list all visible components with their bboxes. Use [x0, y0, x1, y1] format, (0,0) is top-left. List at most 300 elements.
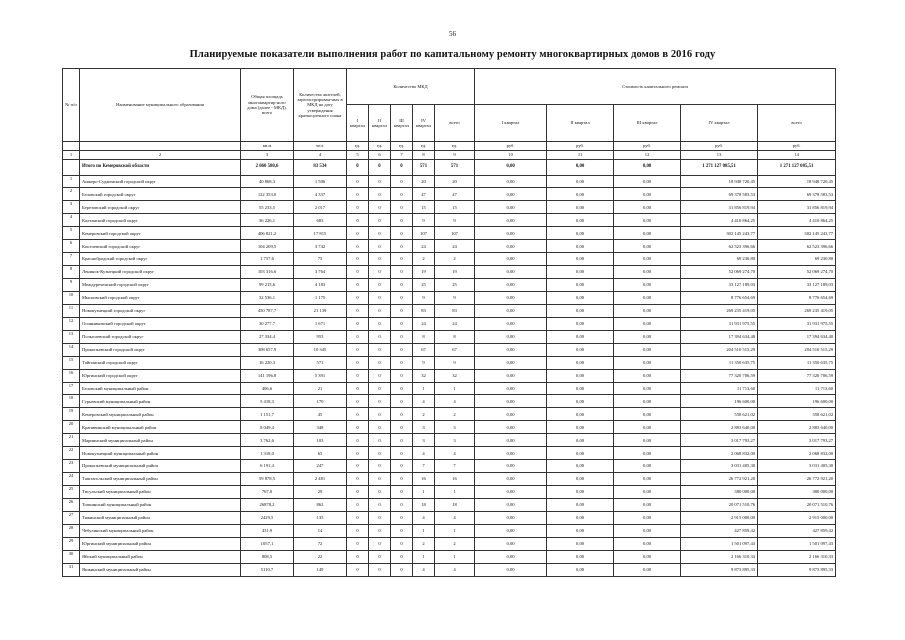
header-no: № п/п	[63, 69, 80, 142]
cost-q2-cell: 0,00	[547, 343, 614, 356]
mkd-q1-cell: 0	[347, 330, 369, 343]
cost-q2-cell: 0,00	[547, 421, 614, 434]
row-number: 26	[63, 498, 80, 511]
mkd-q3-cell: 0	[391, 304, 413, 317]
mkd-q4-cell: 4	[413, 563, 435, 576]
col-number: 2	[80, 151, 241, 160]
cost-q1-cell: 0,00	[475, 253, 547, 266]
mkd-q3-cell: 0	[391, 227, 413, 240]
mkd-total-cell: 4	[435, 511, 475, 524]
mkd-q1-cell: 0	[347, 550, 369, 563]
cost-total-cell: 20 071 510,76	[758, 498, 836, 511]
unit-cell: ед.	[413, 142, 435, 151]
area-cell: 122 353,0	[241, 188, 294, 201]
cost-q1-cell: 0,00	[475, 550, 547, 563]
cost-q1-cell: 0,00	[475, 486, 547, 499]
cost-q1-cell: 0,00	[475, 356, 547, 369]
row-number: 29	[63, 537, 80, 550]
residents-cell: 1 506	[294, 175, 347, 188]
mkd-total-cell: 32	[435, 369, 475, 382]
cost-q4-cell: 380 000,00	[681, 486, 758, 499]
cost-q4-cell: 9 873 895,33	[681, 563, 758, 576]
municipality-name: Новокузнецкий муниципальный район	[80, 447, 241, 460]
cost-q1-cell: 0,00	[475, 279, 547, 292]
residents-cell: 21 139	[294, 304, 347, 317]
residents-cell: 2 481	[294, 473, 347, 486]
municipality-name: Мариинский муниципальный район	[80, 434, 241, 447]
table-row	[63, 382, 836, 395]
mkd-q3-cell: 0	[391, 486, 413, 499]
cost-q3-cell: 0,00	[614, 447, 681, 460]
cost-q3-cell: 0,00	[614, 240, 681, 253]
municipality-name: Кемеровский муниципальный район	[80, 408, 241, 421]
unit-cell: руб.	[475, 142, 547, 151]
header-q3: III квартал	[391, 105, 413, 142]
mkd-q3-cell: 0	[391, 447, 413, 460]
col-number: 3	[241, 151, 294, 160]
mkd-q3-cell: 0	[391, 188, 413, 201]
col-number: 13	[681, 151, 758, 160]
cost-q4-cell: 17 394 634,40	[681, 330, 758, 343]
cost-q1-cell: 0,00	[475, 291, 547, 304]
mkd-q2-cell: 0	[369, 447, 391, 460]
area-cell: 99 215,6	[241, 279, 294, 292]
row-number: 18	[63, 395, 80, 408]
mkd-total-cell: 67	[435, 343, 475, 356]
cost-q1-cell: 0,00	[475, 460, 547, 473]
column-numbers-row	[63, 151, 836, 160]
mkd-q3-cell: 0	[391, 253, 413, 266]
mkd-total-cell: 2	[435, 408, 475, 421]
residents-cell: 103	[294, 434, 347, 447]
cost-q1-cell: 0,00	[475, 408, 547, 421]
mkd-q3-cell: 0	[391, 201, 413, 214]
cost-q3-cell: 0,00	[614, 460, 681, 473]
header-mkd-group: Количество МКД	[347, 69, 475, 105]
mkd-q4-cell: 20	[413, 175, 435, 188]
area-cell: 36 226,1	[241, 214, 294, 227]
mkd-total-cell: 25	[435, 279, 475, 292]
mkd-q1-cell: 0	[347, 188, 369, 201]
cost-q4-cell: 62 523 396,66	[681, 240, 758, 253]
cost-q3-cell: 0,00	[614, 188, 681, 201]
cost-q2-cell: 0,00	[547, 395, 614, 408]
mkd-q1-cell: 0	[347, 498, 369, 511]
cost-q3-cell: 0,00	[614, 421, 681, 434]
mkd-q2-cell: 0	[369, 279, 391, 292]
cost-q4-cell: 77 320 706,59	[681, 369, 758, 382]
table-row	[63, 175, 836, 188]
header-cost-q1: I квартал	[475, 105, 547, 142]
table-row	[63, 563, 836, 576]
municipality-name: Тайгинский городской округ	[80, 356, 241, 369]
area-cell: 431,9	[241, 524, 294, 537]
mkd-q2-cell: 0	[369, 550, 391, 563]
cost-q1-cell: 0,00	[475, 304, 547, 317]
unit-cell: кв.м	[241, 142, 294, 151]
unit-cell: руб.	[614, 142, 681, 151]
cost-q3-cell: 0,00	[614, 524, 681, 537]
mkd-q4-cell: 24	[413, 240, 435, 253]
mkd-total-cell: 2	[435, 253, 475, 266]
row-number: 13	[63, 330, 80, 343]
mkd-q2-cell: 0	[369, 330, 391, 343]
municipality-name: Беловский городской округ	[80, 188, 241, 201]
header-q1: I квартал	[347, 105, 369, 142]
cost-q3-cell: 0,00	[614, 550, 681, 563]
unit-cell: ед.	[369, 142, 391, 151]
total-q1: 0	[347, 160, 369, 176]
residents-cell: 953	[294, 330, 347, 343]
area-cell: 40 868,3	[241, 175, 294, 188]
cost-q4-cell: 18 948 720,45	[681, 175, 758, 188]
cost-q2-cell: 0,00	[547, 408, 614, 421]
mkd-q1-cell: 0	[347, 486, 369, 499]
residents-cell: 75	[294, 253, 347, 266]
units-row	[63, 142, 836, 151]
page-title: Планируемые показатели выполнения работ по капитальному ремонту многоквартирных домов в 2016 году	[189, 49, 716, 60]
cost-total-cell: 11 713,60	[758, 382, 836, 395]
col-number: 7	[391, 151, 413, 160]
mkd-q3-cell: 0	[391, 473, 413, 486]
mkd-q1-cell: 0	[347, 227, 369, 240]
cost-q1-cell: 0,00	[475, 395, 547, 408]
municipality-name: Калтанский городской округ	[80, 214, 241, 227]
mkd-q3-cell: 0	[391, 240, 413, 253]
mkd-q2-cell: 0	[369, 304, 391, 317]
cost-q2-cell: 0,00	[547, 550, 614, 563]
table-row	[63, 253, 836, 266]
residents-cell: 29	[294, 486, 347, 499]
col-number: 11	[547, 151, 614, 160]
cost-q3-cell: 0,00	[614, 473, 681, 486]
mkd-q2-cell: 0	[369, 369, 391, 382]
cost-q1-cell: 0,00	[475, 330, 547, 343]
table-row	[63, 421, 836, 434]
municipality-name: Мысковский городской округ	[80, 291, 241, 304]
cost-q4-cell: 196 600,00	[681, 395, 758, 408]
cost-q4-cell: 2 883 640,00	[681, 421, 758, 434]
cost-q4-cell: 8 776 654,69	[681, 291, 758, 304]
mkd-q3-cell: 0	[391, 291, 413, 304]
mkd-q2-cell: 0	[369, 434, 391, 447]
municipality-name: Междуреченский городской округ	[80, 279, 241, 292]
mkd-q3-cell: 0	[391, 408, 413, 421]
cost-q2-cell: 0,00	[547, 240, 614, 253]
cost-q4-cell: 3 017 793,27	[681, 434, 758, 447]
cost-q2-cell: 0,00	[547, 227, 614, 240]
cost-q1-cell: 0,00	[475, 343, 547, 356]
mkd-total-cell: 24	[435, 240, 475, 253]
cost-total-cell: 17 394 634,40	[758, 330, 836, 343]
row-number: 28	[63, 524, 80, 537]
table-row	[63, 369, 836, 382]
mkd-q4-cell: 9	[413, 214, 435, 227]
row-number: 5	[63, 227, 80, 240]
area-cell: 308 657,9	[241, 343, 294, 356]
cost-total-cell: 9 873 895,33	[758, 563, 836, 576]
mkd-q4-cell: 15	[413, 201, 435, 214]
table-row	[63, 524, 836, 537]
cost-total-cell: 69 378 583,53	[758, 188, 836, 201]
cost-q4-cell: 31 931 975,55	[681, 317, 758, 330]
area-cell: 1 318,0	[241, 447, 294, 460]
mkd-q2-cell: 0	[369, 356, 391, 369]
cost-q4-cell: 4 410 864,25	[681, 214, 758, 227]
residents-cell: 1 671	[294, 317, 347, 330]
area-cell: 406 821,2	[241, 227, 294, 240]
residents-cell: 348	[294, 421, 347, 434]
cost-q1-cell: 0,00	[475, 382, 547, 395]
mkd-q3-cell: 0	[391, 563, 413, 576]
mkd-q3-cell: 0	[391, 434, 413, 447]
cost-q4-cell: 3 031 405,30	[681, 460, 758, 473]
municipality-name: Крапивинский муниципальный район	[80, 421, 241, 434]
residents-cell: 17 815	[294, 227, 347, 240]
table-row	[63, 279, 836, 292]
mkd-q4-cell: 25	[413, 279, 435, 292]
table-row	[63, 486, 836, 499]
mkd-q3-cell: 0	[391, 524, 413, 537]
cost-q3-cell: 0,00	[614, 356, 681, 369]
mkd-q2-cell: 0	[369, 486, 391, 499]
area-cell: 3 762,6	[241, 434, 294, 447]
mkd-q2-cell: 0	[369, 240, 391, 253]
mkd-q4-cell: 2	[413, 408, 435, 421]
cost-q1-cell: 0,00	[475, 511, 547, 524]
cost-q2-cell: 0,00	[547, 524, 614, 537]
cost-q2-cell: 0,00	[547, 214, 614, 227]
mkd-total-cell: 3	[435, 421, 475, 434]
municipality-name: Тяжинский муниципальный район	[80, 511, 241, 524]
cost-q2-cell: 0,00	[547, 291, 614, 304]
area-cell: 8 049,4	[241, 421, 294, 434]
mkd-q2-cell: 0	[369, 511, 391, 524]
cost-q3-cell: 0,00	[614, 266, 681, 279]
cost-q4-cell: 1 501 097,43	[681, 537, 758, 550]
unit-cell: ед.	[435, 142, 475, 151]
mkd-total-cell: 18	[435, 498, 475, 511]
cost-total-cell: 1 501 097,43	[758, 537, 836, 550]
mkd-q4-cell: 67	[413, 343, 435, 356]
residents-cell: 5 391	[294, 369, 347, 382]
row-number: 12	[63, 317, 80, 330]
cost-q3-cell: 0,00	[614, 214, 681, 227]
cost-q2-cell: 0,00	[547, 537, 614, 550]
mkd-total-cell: 9	[435, 356, 475, 369]
table-row	[63, 447, 836, 460]
cost-q1-cell: 0,00	[475, 188, 547, 201]
header-cost-total: всего	[758, 105, 836, 142]
header-area: Общая площадь многоквартир-ного дома (далее - МКД), всего	[241, 69, 294, 142]
mkd-q2-cell: 0	[369, 253, 391, 266]
cost-q4-cell: 33 127 189,03	[681, 279, 758, 292]
row-number: 14	[63, 343, 80, 356]
mkd-q1-cell: 0	[347, 434, 369, 447]
table-row	[63, 214, 836, 227]
mkd-total-cell: 8	[435, 330, 475, 343]
col-number: 10	[475, 151, 547, 160]
area-cell: 26878,2	[241, 498, 294, 511]
area-cell: 6 191,4	[241, 460, 294, 473]
cost-q3-cell: 0,00	[614, 291, 681, 304]
mkd-q2-cell: 0	[369, 291, 391, 304]
municipality-name: Новокузнецкий городской округ	[80, 304, 241, 317]
cost-q3-cell: 0,00	[614, 201, 681, 214]
mkd-q4-cell: 3	[413, 434, 435, 447]
mkd-q1-cell: 0	[347, 537, 369, 550]
cost-q4-cell: 2 166 310,33	[681, 550, 758, 563]
cost-q3-cell: 0,00	[614, 227, 681, 240]
municipality-name: Анжеро-Судженский городской округ	[80, 175, 241, 188]
table-row	[63, 227, 836, 240]
cost-q3-cell: 0,00	[614, 511, 681, 524]
residents-cell: 3 742	[294, 240, 347, 253]
cost-q3-cell: 0,00	[614, 537, 681, 550]
cost-q4-cell: 26 772 921,20	[681, 473, 758, 486]
cost-total-cell: 558 621,02	[758, 408, 836, 421]
residents-cell: 14	[294, 524, 347, 537]
cost-q1-cell: 0,00	[475, 175, 547, 188]
area-cell: 2429,5	[241, 511, 294, 524]
row-number: 15	[63, 356, 80, 369]
mkd-q4-cell: 24	[413, 317, 435, 330]
row-number: 30	[63, 550, 80, 563]
mkd-total-cell: 16	[435, 473, 475, 486]
mkd-q3-cell: 0	[391, 460, 413, 473]
mkd-total-cell: 15	[435, 201, 475, 214]
col-number: 8	[413, 151, 435, 160]
total-area: 2 060 580,6	[241, 160, 294, 176]
cost-q4-cell: 69 230,80	[681, 253, 758, 266]
cost-total-cell: 380 000,00	[758, 486, 836, 499]
col-number: 1	[63, 151, 80, 160]
residents-cell: 149	[294, 563, 347, 576]
cost-total-cell: 204 510 515,29	[758, 343, 836, 356]
row-number: 11	[63, 304, 80, 317]
mkd-total-cell: 4	[435, 447, 475, 460]
mkd-q4-cell: 9	[413, 291, 435, 304]
municipality-name: Беловский муниципальный район	[80, 382, 241, 395]
table-row	[63, 201, 836, 214]
mkd-total-cell: 4	[435, 395, 475, 408]
cost-q1-cell: 0,00	[475, 214, 547, 227]
municipality-name: Яшкинский муниципальный район	[80, 563, 241, 576]
residents-cell: 862	[294, 498, 347, 511]
mkd-q3-cell: 0	[391, 537, 413, 550]
header-q2: II квартал	[369, 105, 391, 142]
municipality-name: Прокопьевский муниципальный район	[80, 460, 241, 473]
mkd-q2-cell: 0	[369, 175, 391, 188]
cost-total-cell: 26 772 921,20	[758, 473, 836, 486]
cost-q3-cell: 0,00	[614, 369, 681, 382]
cost-total-cell: 3 031 405,30	[758, 460, 836, 473]
mkd-q1-cell: 0	[347, 214, 369, 227]
residents-cell: 170	[294, 395, 347, 408]
mkd-q1-cell: 0	[347, 240, 369, 253]
mkd-q2-cell: 0	[369, 343, 391, 356]
cost-total-cell: 62 523 396,66	[758, 240, 836, 253]
cost-total-cell: 4 410 864,25	[758, 214, 836, 227]
cost-q2-cell: 0,00	[547, 188, 614, 201]
cost-q1-cell: 0,00	[475, 266, 547, 279]
residents-cell: 22	[294, 550, 347, 563]
mkd-q1-cell: 0	[347, 447, 369, 460]
mkd-q4-cell: 8	[413, 330, 435, 343]
area-cell: 1 151,7	[241, 408, 294, 421]
cost-q2-cell: 0,00	[547, 317, 614, 330]
header-q4: IV квартал	[413, 105, 435, 142]
header-total: всего	[435, 105, 475, 142]
header-cost-group: Стоимость капитального ремонта	[475, 69, 836, 105]
total-cost-all: 1 271 127 085,51	[758, 160, 836, 176]
cost-q4-cell: 204 510 515,29	[681, 343, 758, 356]
total-cost-q4: 1 271 127 085,51	[681, 160, 758, 176]
cost-q2-cell: 0,00	[547, 201, 614, 214]
cost-q2-cell: 0,00	[547, 434, 614, 447]
mkd-q2-cell: 0	[369, 395, 391, 408]
row-number: 22	[63, 447, 80, 460]
mkd-q4-cell: 83	[413, 304, 435, 317]
table-row	[63, 330, 836, 343]
header-name: Наименование муниципального образования	[80, 69, 241, 142]
mkd-q4-cell: 19	[413, 266, 435, 279]
cost-q3-cell: 0,00	[614, 563, 681, 576]
cost-q4-cell: 558 621,02	[681, 408, 758, 421]
cost-total-cell: 2 915 000,00	[758, 511, 836, 524]
mkd-total-cell: 3	[435, 434, 475, 447]
row-number: 21	[63, 434, 80, 447]
mkd-q1-cell: 0	[347, 304, 369, 317]
area-cell: 1 757,6	[241, 253, 294, 266]
area-cell: 16 220,3	[241, 356, 294, 369]
cost-q4-cell: 269 235 419,05	[681, 304, 758, 317]
table-row	[63, 317, 836, 330]
municipality-name: Краснобродский городской округ	[80, 253, 241, 266]
cost-q2-cell: 0,00	[547, 498, 614, 511]
mkd-q1-cell: 0	[347, 175, 369, 188]
cost-q1-cell: 0,00	[475, 473, 547, 486]
municipality-name: Березовский городской округ	[80, 201, 241, 214]
mkd-q2-cell: 0	[369, 201, 391, 214]
mkd-total-cell: 1	[435, 550, 475, 563]
mkd-q2-cell: 0	[369, 473, 391, 486]
table-row	[63, 266, 836, 279]
cost-q3-cell: 0,00	[614, 434, 681, 447]
cost-q2-cell: 0,00	[547, 175, 614, 188]
cost-total-cell: 196 600,00	[758, 395, 836, 408]
table-row	[63, 291, 836, 304]
residents-cell: 1 175	[294, 291, 347, 304]
cost-q4-cell: 427 859,42	[681, 524, 758, 537]
mkd-q2-cell: 0	[369, 537, 391, 550]
row-number: 9	[63, 279, 80, 292]
mkd-q1-cell: 0	[347, 473, 369, 486]
mkd-total-cell: 107	[435, 227, 475, 240]
mkd-q2-cell: 0	[369, 421, 391, 434]
row-number: 7	[63, 253, 80, 266]
cost-q4-cell: 31 856 819,94	[681, 201, 758, 214]
cost-q4-cell: 52 069 274,70	[681, 266, 758, 279]
mkd-q1-cell: 0	[347, 511, 369, 524]
cost-total-cell: 2 166 310,33	[758, 550, 836, 563]
mkd-q4-cell: 107	[413, 227, 435, 240]
cost-total-cell: 2 068 832,00	[758, 447, 836, 460]
mkd-total-cell: 1	[435, 524, 475, 537]
area-cell: 1057,1	[241, 537, 294, 550]
mkd-q1-cell: 0	[347, 343, 369, 356]
cost-q3-cell: 0,00	[614, 382, 681, 395]
